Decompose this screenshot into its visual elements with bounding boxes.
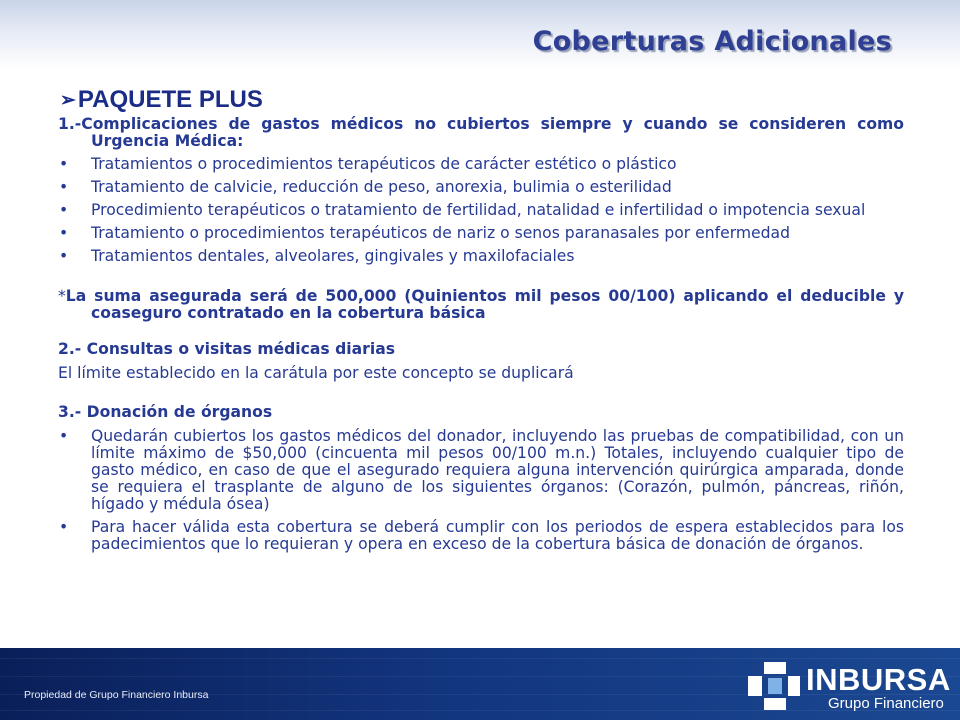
list-item: • Tratamiento o procedimientos terapéuticos de nariz o senos paranasales por enfermedad [58, 225, 904, 242]
coverage-note [58, 288, 904, 322]
footer-ownership-note: Propiedad de Grupo Financiero Inbursa [24, 689, 209, 701]
section2-text: El límite establecido en la carátula por este concepto se duplicará [58, 364, 574, 382]
list-item: • Quedarán cubiertos los gastos médicos del donador, incluyendo las pruebas de compatibilidad, con un límite máximo de $50,000 (cincuenta mil pesos 00/100 m.n.) Totales, incluyendo cualquier tipo de gasto médico, en caso de que el asegurado requiera alguna intervención quirúrgica amparada, donde se requiera el trasplante de alguno de los siguientes órganos: (Corazón, pulmón, páncreas, riñón, hígado y médula ósea) [58, 428, 904, 513]
inbursa-logo-icon [746, 660, 802, 712]
section1-list [58, 156, 904, 265]
note-asterisk: * [58, 287, 66, 305]
section3-heading: 3.- Donación de órganos [58, 403, 273, 421]
list-item: • Tratamientos o procedimientos terapéuticos de carácter estético o plástico [58, 156, 904, 173]
inbursa-logo [746, 660, 951, 715]
list-item: • Procedimiento terapéuticos o tratamiento de fertilidad, natalidad e infertilidad o impotencia sexual [58, 202, 904, 219]
footer-bar [0, 648, 960, 720]
package-heading-label: PAQUETE PLUS [77, 86, 263, 113]
logo-name: INBURSA [806, 662, 951, 697]
slide-title: Coberturas Adicionales [532, 26, 892, 57]
slide-content [58, 116, 904, 553]
list-item: • Para hacer válida esta cobertura se deberá cumplir con los periodos de espera establecidos para los padecimientos que lo requieran y opera en exceso de la cobertura básica de donación de órganos. [58, 519, 904, 553]
logo-subtitle: Grupo Financiero [828, 695, 944, 712]
note-text: La suma asegurada será de 500,000 (Quinientos mil pesos 00/100) aplicando el deducible y coaseguro contratado en la cobertura básica [65, 287, 904, 322]
package-heading [60, 86, 263, 114]
list-item: • Tratamiento de calvicie, reducción de peso, anorexia, bulimia o esterilidad [58, 179, 904, 196]
arrow-bullet-icon: ➢ [60, 90, 76, 111]
list-item: • Tratamientos dentales, alveolares, gingivales y maxilofaciales [58, 248, 904, 265]
section2-heading: 2.- Consultas o visitas médicas diarias [58, 340, 395, 358]
section3-list [58, 428, 904, 553]
section1-heading: 1.-Complicaciones de gastos médicos no cubiertos siempre y cuando se consideren como Urgencia Médica: [58, 115, 904, 150]
